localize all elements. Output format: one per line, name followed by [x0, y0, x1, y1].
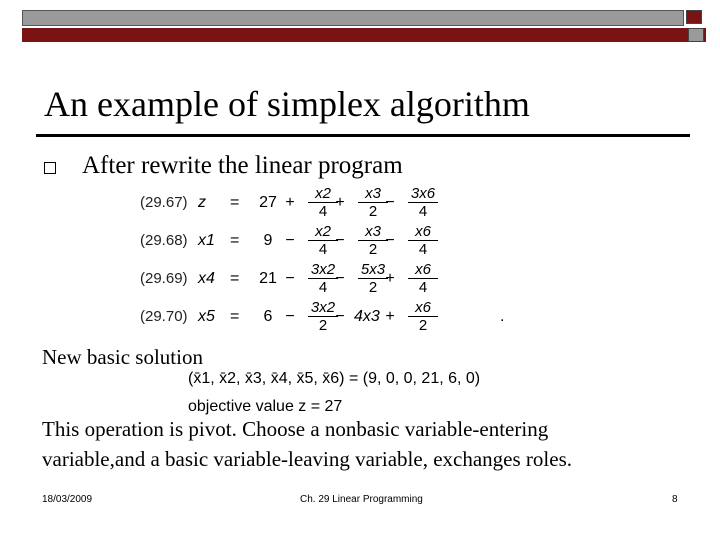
equation-lhs: x4: [198, 270, 215, 287]
fraction-numerator: x3: [358, 186, 388, 203]
equation-lhs: x5: [198, 308, 215, 325]
equation-row: [140, 262, 520, 298]
equation-operator: −: [335, 270, 345, 287]
equation-number: (29.70): [140, 308, 188, 325]
fraction-denominator: 2: [418, 317, 428, 334]
fraction-numerator: x2: [308, 224, 338, 241]
equation-operator: −: [385, 232, 395, 249]
equation-block: [140, 186, 520, 336]
slide-title: An example of simplex algorithm: [44, 84, 530, 124]
equation-lhs: x1: [198, 232, 215, 249]
fraction-denominator: 2: [368, 203, 378, 220]
new-basic-label: New basic solution: [42, 345, 203, 369]
fraction-denominator: 4: [418, 241, 428, 258]
equation-fraction: [408, 262, 438, 296]
equation-number: (29.67): [140, 194, 188, 211]
equals-sign: =: [230, 308, 240, 325]
equation-lhs: z: [198, 194, 206, 211]
fraction-numerator: x6: [408, 224, 438, 241]
top-bar-grey-strip: [22, 10, 684, 26]
equation-constant: 21: [259, 270, 277, 287]
equation-constant: 6: [263, 308, 273, 325]
equation-row: [140, 300, 520, 336]
fraction-denominator: 4: [318, 241, 328, 258]
equation-operator: +: [335, 194, 345, 211]
equation-term: 4x3: [354, 308, 380, 325]
equation-operator: −: [285, 270, 295, 287]
equation-operator: −: [335, 232, 345, 249]
fraction-denominator: 4: [318, 279, 328, 296]
equation-constant: 27: [259, 194, 277, 211]
fraction-denominator: 4: [418, 203, 428, 220]
equation-end-period: .: [500, 308, 505, 325]
equation-fraction: [408, 186, 438, 220]
fraction-denominator: 4: [418, 279, 428, 296]
pivot-line-2: variable,and a basic variable-leaving variable, exchanges roles.: [42, 447, 572, 471]
equation-fraction: [408, 224, 438, 258]
equation-row: [140, 224, 520, 260]
pivot-line-1: This operation is pivot. Choose a nonbasic variable-entering: [42, 417, 549, 441]
fraction-numerator: 3x2: [308, 262, 338, 279]
equals-sign: =: [230, 194, 240, 211]
equation-operator: −: [285, 232, 295, 249]
fraction-numerator: x3: [358, 224, 388, 241]
fraction-numerator: x6: [408, 300, 438, 317]
fraction-denominator: 2: [368, 241, 378, 258]
top-bar-red-strip: [22, 28, 706, 42]
footer-date: 18/03/2009: [42, 494, 93, 505]
fraction-numerator: 3x6: [408, 186, 438, 203]
fraction-denominator: 2: [368, 279, 378, 296]
fraction-numerator: 3x2: [308, 300, 338, 317]
equation-operator: −: [385, 194, 395, 211]
objective-value: objective value z = 27: [188, 398, 343, 415]
fraction-numerator: 5x3: [358, 262, 388, 279]
equation-operator: −: [335, 308, 345, 325]
fraction-denominator: 2: [318, 317, 328, 334]
equation-operator: +: [385, 308, 395, 325]
equation-operator: +: [285, 194, 295, 211]
equals-sign: =: [230, 232, 240, 249]
equals-sign: =: [230, 270, 240, 287]
footer-title: Ch. 29 Linear Programming: [300, 494, 423, 505]
fraction-denominator: 4: [318, 203, 328, 220]
top-bar-red-square: [686, 10, 702, 24]
bullet-text: After rewrite the linear program: [82, 152, 403, 179]
footer-page-number: 8: [672, 494, 678, 505]
pivot-explanation: [42, 414, 682, 474]
title-divider: [36, 134, 690, 137]
bullet-square-icon: [44, 162, 56, 174]
equation-fraction: [408, 300, 438, 334]
equation-number: (29.69): [140, 270, 188, 287]
equation-number: (29.68): [140, 232, 188, 249]
top-decorative-bar: [22, 10, 706, 38]
fraction-numerator: x6: [408, 262, 438, 279]
equation-constant: 9: [263, 232, 273, 249]
basic-solution-tuple: (x̄1, x̄2, x̄3, x̄4, x̄5, x̄6) = (9, 0, 0, 21, 6, 0): [188, 370, 481, 387]
equation-operator: −: [285, 308, 295, 325]
fraction-numerator: x2: [308, 186, 338, 203]
equation-operator: +: [385, 270, 395, 287]
equation-row: [140, 186, 520, 222]
top-bar-grey-square: [688, 28, 704, 42]
